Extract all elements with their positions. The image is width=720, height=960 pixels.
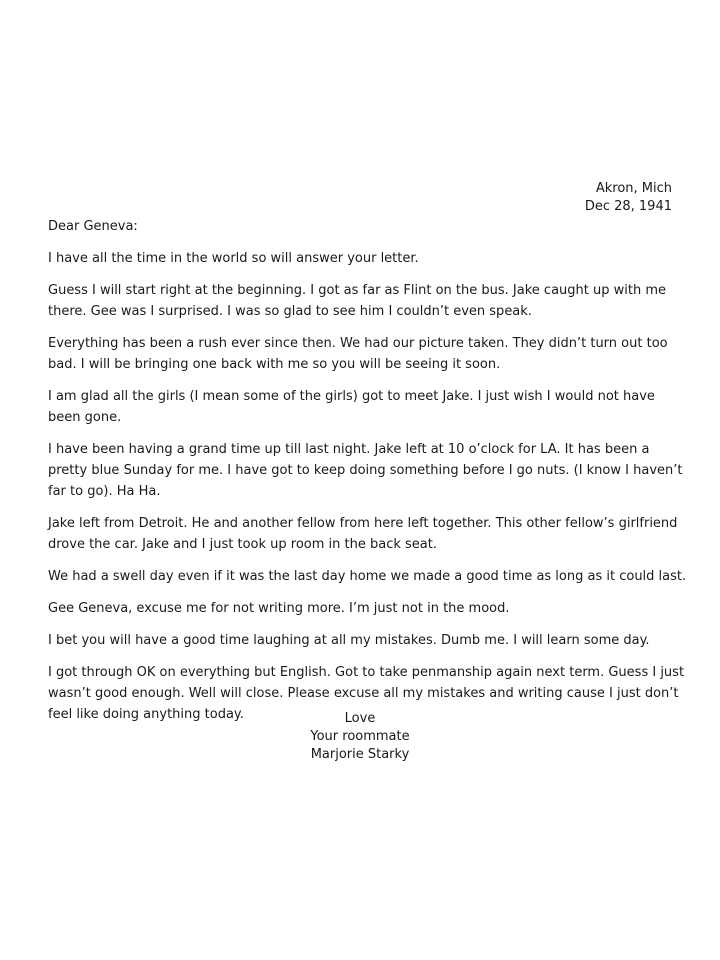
letter-closing <box>300 710 420 764</box>
paragraph: Everything has been a rush ever since then. We had our picture taken. They didn’t turn out too bad. I will be bringing one back with me so you will be seeing it soon. <box>48 336 668 372</box>
letter-date: Dec 28, 1941 <box>584 199 672 214</box>
closing-word: Love <box>344 711 376 726</box>
closing-relation: Your roommate <box>310 729 410 744</box>
paragraph: We had a swell day even if it was the last day home we made a good time as long as it could last. <box>48 569 687 584</box>
paragraph: I have all the time in the world so will answer your letter. <box>48 251 419 266</box>
letter-heading <box>585 180 672 216</box>
salutation: Dear Geneva: <box>48 219 138 234</box>
paragraph: Gee Geneva, excuse me for not writing more. I’m just not in the mood. <box>48 601 510 616</box>
letter-body <box>48 216 688 736</box>
signature-name: Marjorie Starky <box>310 747 410 762</box>
letter-location: Akron, Mich <box>595 181 672 196</box>
paragraph: Guess I will start right at the beginning. I got as far as Flint on the bus. Jake caught up with me there. Gee was I surprised. I was so glad to see him I couldn’t even speak. <box>48 283 666 319</box>
paragraph: I have been having a grand time up till last night. Jake left at 10 o’clock for LA. It has been a pretty blue Sunday for me. I have got to keep doing something before I go nuts. (I know I haven’t far to go). Ha Ha. <box>48 442 683 499</box>
paragraph: I got through OK on everything but English. Got to take penmanship again next term. Guess I just wasn’t good enough. Well will close. Please excuse all my mistakes and writing cause I just don’t feel like doing anything today. <box>48 665 685 722</box>
paragraph: I bet you will have a good time laughing at all my mistakes. Dumb me. I will learn some day. <box>48 633 650 648</box>
paragraph: I am glad all the girls (I mean some of the girls) got to meet Jake. I just wish I would not have been gone. <box>48 389 655 425</box>
paragraph: Jake left from Detroit. He and another fellow from here left together. This other fellow’s girlfriend drove the car. Jake and I just took up room in the back seat. <box>48 516 678 552</box>
